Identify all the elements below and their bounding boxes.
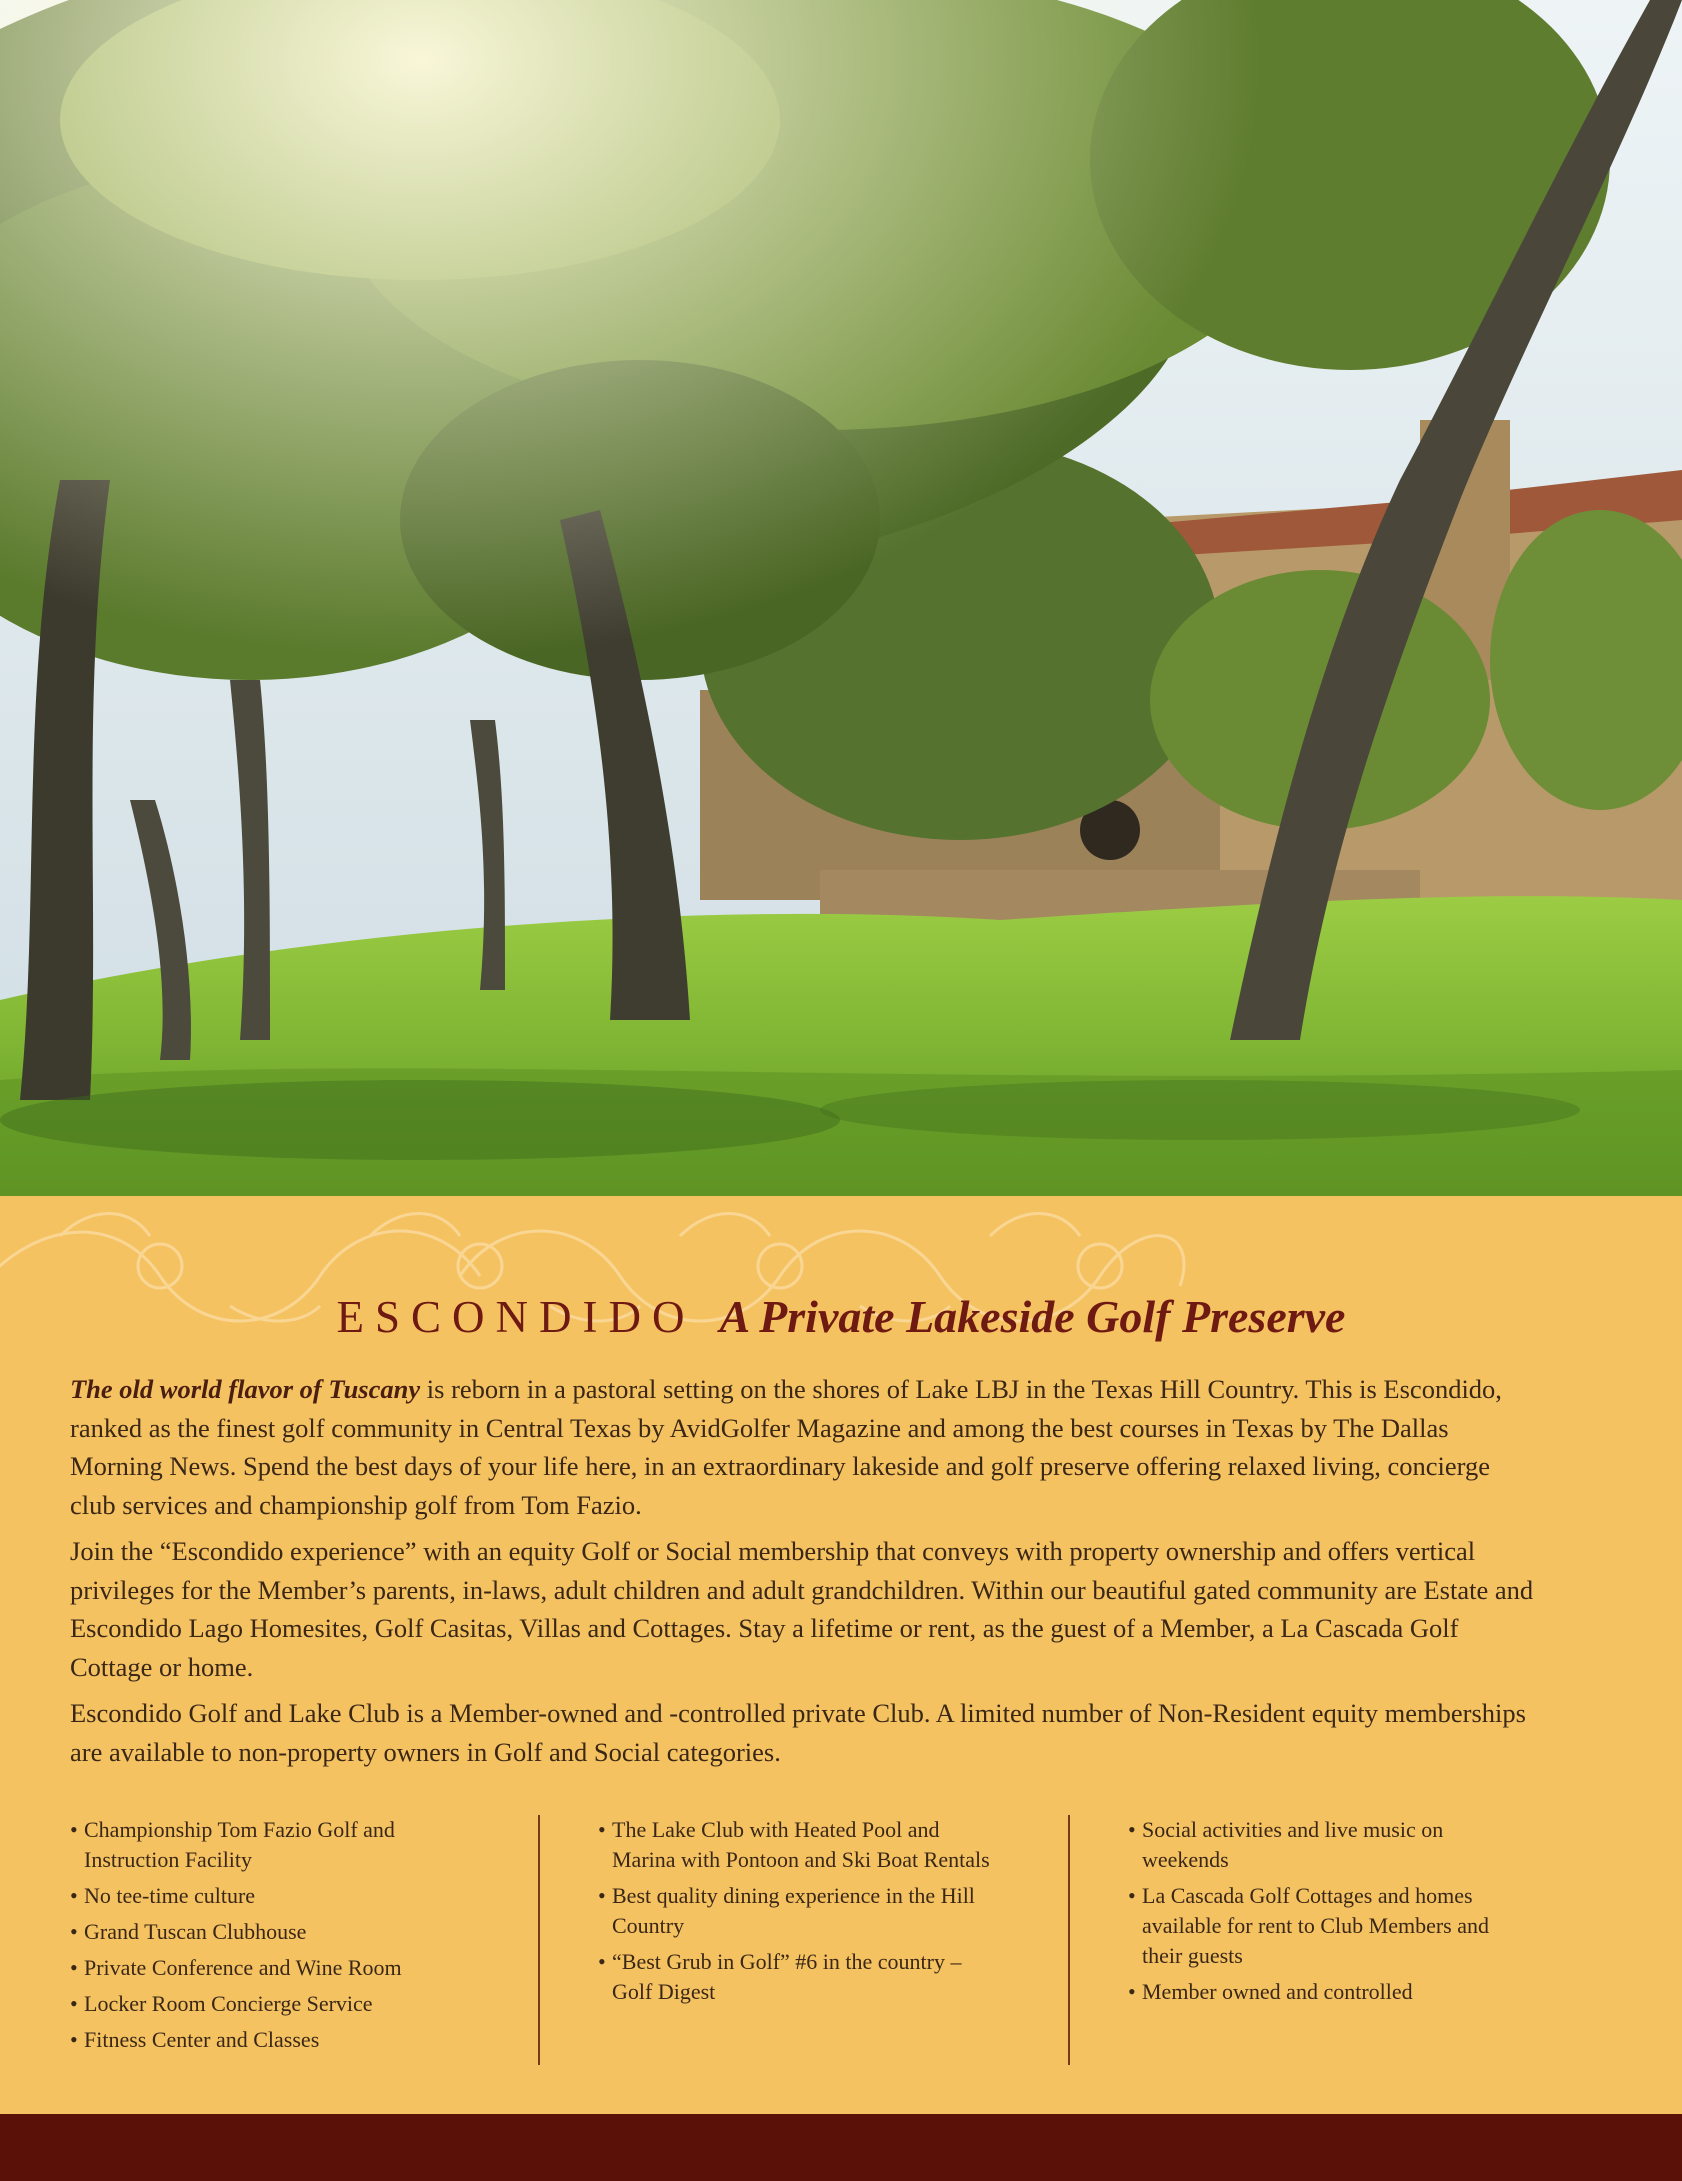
feature-column-3 (1128, 1815, 1528, 2013)
intro-text (70, 1370, 1540, 1779)
feature-item: • Social activities and live music on weekends (1128, 1815, 1528, 1875)
paragraph-3: Escondido Golf and Lake Club is a Member-owned and -controlled private Club. A limited number of Non-Resident equity memberships are available to non-property owners in Golf and Social categories. (70, 1698, 1526, 1767)
paragraph-1-text: is reborn in a pastoral setting on the shores of Lake LBJ in the Texas Hill Country. This is Escondido, ranked as the finest golf community in Central Texas by AvidGolfer Magazine and among the best courses in Texas by The Dallas Morning News. Spend the best days of your life here, in an extraordinary lakeside and golf preserve offering relaxed living, concierge club services and championship golf from Tom Fazio. (70, 1374, 1502, 1520)
paragraph-2: Join the “Escondido experience” with an equity Golf or Social membership that conveys with property ownership and offers vertical privileges for the Member’s parents, in-laws, adult children and adult grandchildren. Within our beautiful gated community are Estate and Escondido Lago Homesites, Golf Casitas, Villas and Cottages. Stay a lifetime or rent, as the guest of a Member, a La Cascada Golf Cottage or home. (70, 1536, 1534, 1682)
column-divider (538, 1815, 540, 2065)
feature-item: • Fitness Center and Classes (70, 2025, 470, 2055)
page-title (0, 1290, 1682, 1343)
feature-column-2 (598, 1815, 998, 2013)
feature-columns (70, 1815, 1550, 2065)
feature-item: • Best quality dining experience in the Hill Country (598, 1881, 998, 1941)
feature-item: • No tee-time culture (70, 1881, 470, 1911)
paragraph-lead: The old world flavor of Tuscany (70, 1374, 421, 1404)
feature-item: • Member owned and controlled (1128, 1977, 1528, 2007)
feature-item: • “Best Grub in Golf” #6 in the country – Golf Digest (598, 1947, 998, 2007)
column-divider (1068, 1815, 1070, 2065)
footer-bar (0, 2114, 1682, 2181)
feature-item: • Locker Room Concierge Service (70, 1989, 470, 2019)
feature-item: • Private Conference and Wine Room (70, 1953, 470, 1983)
feature-item: • Championship Tom Fazio Golf and Instruction Facility (70, 1815, 470, 1875)
feature-item: • Grand Tuscan Clubhouse (70, 1917, 470, 1947)
tagline: A Private Lakeside Golf Preserve (719, 1291, 1346, 1342)
feature-item: • The Lake Club with Heated Pool and Marina with Pontoon and Ski Boat Rentals (598, 1815, 998, 1875)
feature-column-1 (70, 1815, 470, 2061)
paragraph-1 (70, 1370, 1540, 1524)
feature-item: • La Cascada Golf Cottages and homes available for rent to Club Members and their guests (1128, 1881, 1528, 1971)
brand-name: ESCONDIDO (336, 1292, 696, 1342)
